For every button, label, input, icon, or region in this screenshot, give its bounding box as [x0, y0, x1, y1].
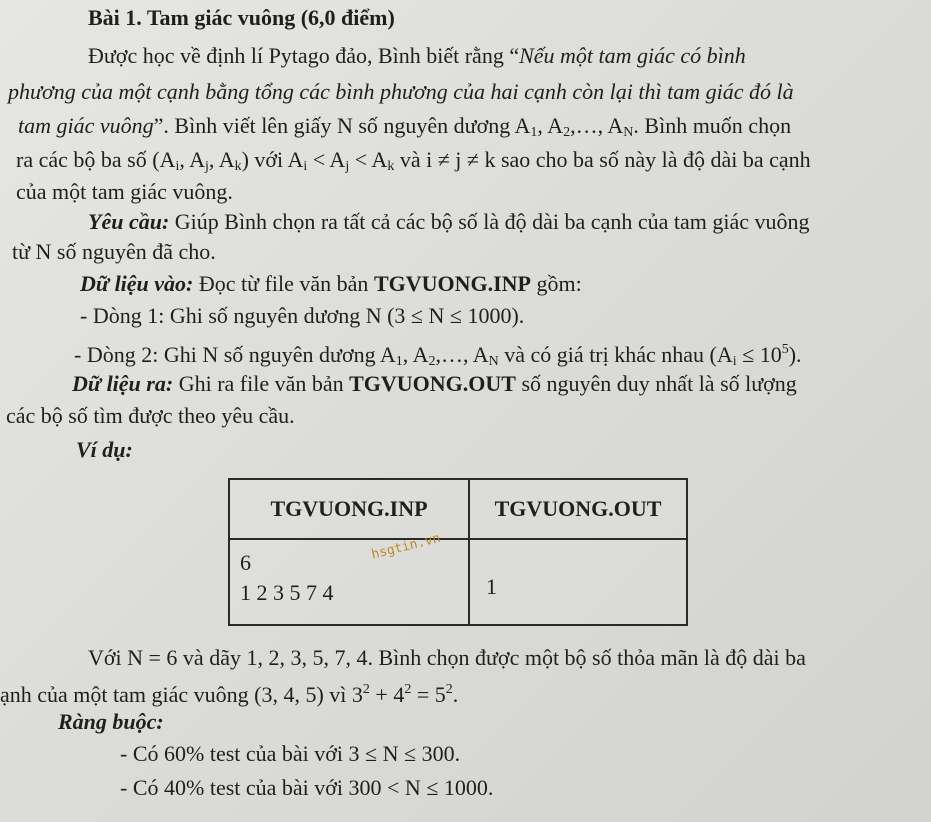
constraints-label: Ràng buộc:: [58, 709, 164, 734]
example-table-row: [229, 539, 687, 625]
input-line-2: - Dòng 2: Ghi N số nguyên dương $A_1$, $A_2,\dots$, $A_N$ và có giá trị khác nhau $(A_i \le 10^5)$.: [74, 342, 802, 369]
example-output-cell: [469, 539, 687, 625]
example-label: Ví dụ:: [76, 437, 133, 462]
input-heading: Dữ liệu vào: Đọc từ file văn bản TGVUONG.INP gồm:: [80, 271, 582, 296]
col-input-file: TGVUONG.INP: [229, 479, 469, 539]
example-input-line-1: 6: [240, 550, 251, 575]
example-input-line-2: 1 2 3 5 7 4: [240, 580, 334, 605]
output-heading: Dữ liệu ra: Ghi ra file văn bản TGVUONG.OUT số nguyên duy nhất là số lượng: [72, 371, 797, 396]
example-input-cell: [229, 539, 469, 625]
input-line-1: - Dòng 1: Ghi số nguyên dương N (3 ≤ N ≤ 1000).: [80, 303, 525, 328]
intro-line-4: ra các bộ ba số ($A_i$, $A_j$, $A_k$) với $A_i < A_j < A_k$ và i ≠ j ≠ k sao cho ba số này là độ dài ba cạnh: [16, 147, 811, 174]
col-output-file: TGVUONG.OUT: [469, 479, 687, 539]
request-line-2: từ N số nguyên đã cho.: [12, 239, 216, 264]
intro-line-1: Được học về định lí Pytago đảo, Bình biết rằng “Nếu một tam giác có bình: [88, 43, 746, 68]
constraint-1: - Có 60% test của bài với 3 ≤ N ≤ 300.: [120, 741, 461, 766]
watermark-logo: hsgtin.vn: [370, 530, 442, 563]
intro-line-3: tam giác vuông”. Bình viết lên giấy N số nguyên dương $A_1$, $A_2,\dots$, $A_N$. Bình muốn chọn: [18, 113, 792, 140]
intro-line-2: phương của một cạnh bằng tổng các bình phương của hai cạnh còn lại thì tam giác đó là: [8, 79, 794, 104]
example-table: [228, 478, 688, 626]
example-output-line-1: 1: [486, 574, 497, 599]
explain-line-2: ạnh của một tam giác vuông (3, 4, 5) vì $3^2 + 4^2 = 5^2$.: [0, 682, 459, 707]
output-line-2: các bộ số tìm được theo yêu cầu.: [6, 403, 295, 428]
constraint-2: - Có 40% test của bài với 300 < N ≤ 1000.: [120, 775, 494, 800]
request-line-1: Yêu cầu: Giúp Bình chọn ra tất cả các bộ số là độ dài ba cạnh của tam giác vuông: [88, 209, 810, 234]
example-table-header: [229, 479, 687, 539]
problem-title: Bài 1. Tam giác vuông (6,0 điểm): [88, 5, 395, 30]
intro-line-5: của một tam giác vuông.: [16, 179, 233, 204]
explain-line-1: Với N = 6 và dãy 1, 2, 3, 5, 7, 4. Bình chọn được một bộ số thỏa mãn là độ dài ba: [88, 645, 806, 670]
